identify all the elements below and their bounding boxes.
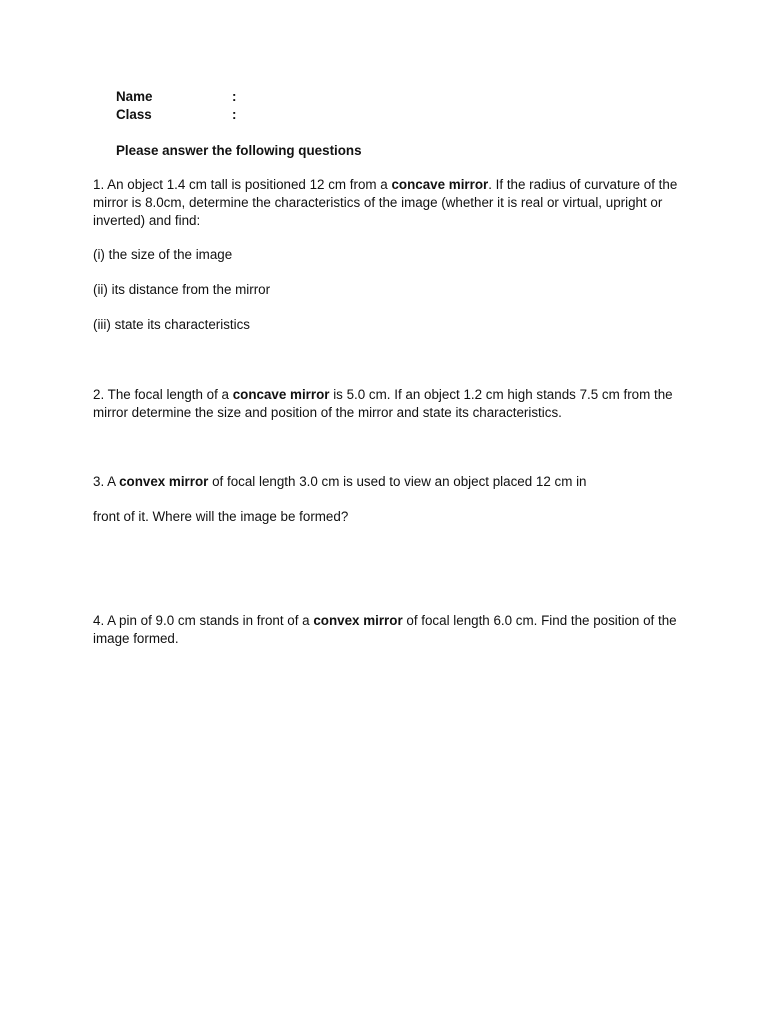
question-1 (93, 176, 693, 230)
class-field (116, 106, 237, 124)
question-2 (93, 386, 693, 422)
class-label: Class (116, 107, 152, 122)
q1-bold-term: concave mirror (391, 177, 489, 192)
name-colon: : (232, 89, 237, 104)
question-1-part-ii: (ii) its distance from the mirror (93, 282, 271, 297)
q3-text-post: of focal length 3.0 cm is used to view an object placed 12 cm in (208, 474, 587, 489)
question-1-part-iii: (iii) state its characteristics (93, 317, 250, 332)
q1-text-pre: 1. An object 1.4 cm tall is positioned 12 cm from a (93, 177, 392, 192)
instruction-heading: Please answer the following questions (116, 143, 362, 158)
q4-text-post: of focal length 6.0 cm. Find the position of the image formed. (93, 613, 677, 646)
q3-text-pre: 3. A (93, 474, 120, 489)
q3-bold-term: convex mirror (119, 474, 209, 489)
q1-text-post: . If the radius of curvature of the mirror is 8.0cm, determine the characteristics of the image (whether it is real or virtual, upright or inverted) and find: (93, 177, 678, 228)
class-colon: : (232, 107, 237, 122)
q2-text-post: is 5.0 cm. If an object 1.2 cm high stands 7.5 cm from the mirror determine the size and position of the mirror and state its characteristics. (93, 387, 673, 420)
question-3-line-2: front of it. Where will the image be formed? (93, 509, 349, 524)
name-field (116, 88, 237, 106)
q4-text-pre: 4. A pin of 9.0 cm stands in front of a (93, 613, 314, 628)
q4-bold-term: convex mirror (313, 613, 403, 628)
q2-bold-term: concave mirror (232, 387, 330, 402)
q2-text-pre: 2. The focal length of a (93, 387, 233, 402)
question-4 (93, 612, 693, 648)
name-label: Name (116, 89, 153, 104)
question-3 (93, 473, 693, 491)
question-1-part-i: (i) the size of the image (93, 247, 233, 262)
